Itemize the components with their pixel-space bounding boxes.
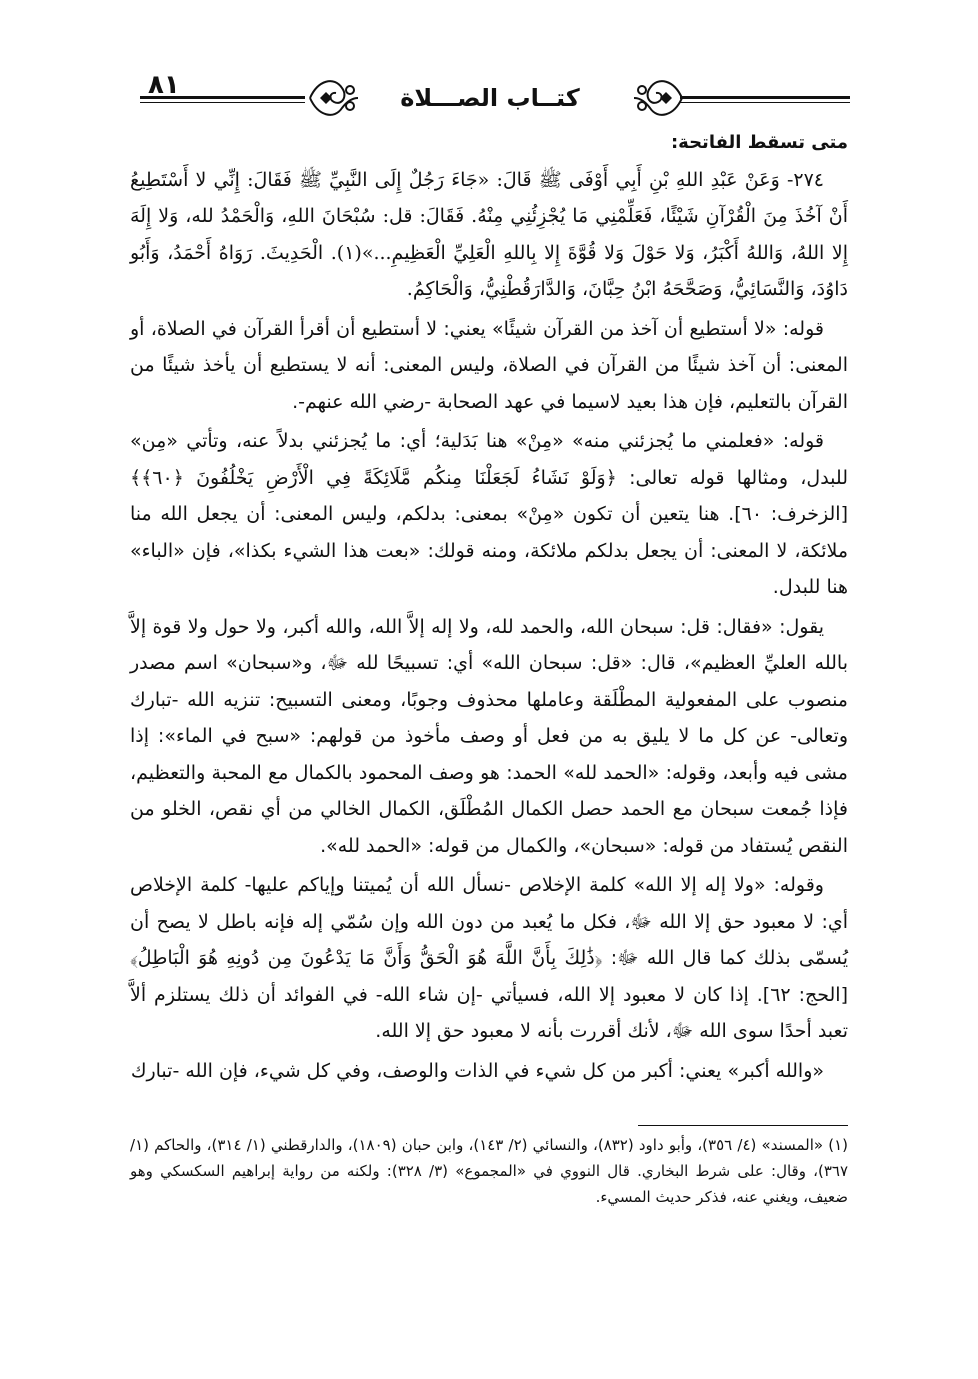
page-number: ٨١ bbox=[148, 70, 180, 100]
header-rule-right bbox=[680, 96, 850, 99]
footnote-separator bbox=[638, 1125, 848, 1126]
footnote: (١) «المسند» (٤/ ٣٥٦)، وأبو داود (٨٣٢)، والنسائي (٢/ ١٤٣)، وابن حبان (١٨٠٩)، والدارقطني (١/ ٣١٤)، والحاكم (١/ ٣٦٧)، وقال: على شرط البخاري. قال النووي في «المجموع» (٣/ ٣٢٨): ولكنه من رواية إبراهيم السكسكي وهو ضعيف، ويغني عنه، فذكر حديث المسيء. bbox=[130, 1136, 849, 1206]
header-rule-left-thin bbox=[140, 102, 305, 103]
body-text bbox=[130, 125, 848, 1089]
paragraph: «والله أكبر» يعني: أكبر من كل شيء في الذات والوصف، وفي كل شيء، فإن الله -تبارك bbox=[130, 1059, 824, 1082]
section-heading: متى تسقط الفاتحة: bbox=[670, 132, 848, 153]
hadith-text: ٢٧٤- وَعَنْ عَبْدِ اللهِ بْنِ أَبِي أَوْفَى ﷺ قَالَ: «جَاءَ رَجُلٌ إِلَى النَّبِيِّ ﷺ فَقَالَ: إِنِّي لا أَسْتَطِيعُ أَنْ آخُذَ مِنَ الْقُرْآنِ شَيْئًا، فَعَلِّمْنِي مَا يُجْزِئُنِي مِنْهُ. فَقَالَ: قل: سُبْحَانَ اللهِ، وَالْحَمْدُ لله، وَلا إِلَهَ إِلا اللهُ، وَاللهُ أَكْبَرُ، وَلا حَوْلَ وَلا قُوَّةَ إِلا بِاللهِ الْعَلِيِّ الْعَظِيمِ...»(١). الْحَدِيثَ. رَوَاهُ أَحْمَدُ، وَأَبُو دَاوُدَ، وَالنَّسَائِيُّ، وَصَحَّحَهُ ابْنُ حِبَّانَ، وَالدَّارَقُطْنِيُّ، وَالْحَاكِمُ. bbox=[130, 168, 848, 300]
chapter-title: كتــاب الصـــلاة bbox=[400, 84, 580, 112]
paragraph: وقوله: «ولا إله إلا الله» كلمة الإخلاص -نسأل الله أن يُميتنا وإياكم عليها- كلمة الإخلاص أي: لا معبود حق إلا الله ﷻ، فكل ما يُعبد من دون الله وإن سُمّي إله فإنه باطل لا يصح أن يُسمّى بذلك كما قال الله ﷻ: ﴿ذَٰلِكَ بِأَنَّ اللَّهَ هُوَ الْحَقُّ وَأَنَّ مَا يَدْعُونَ مِن دُونِهِ هُوَ الْبَاطِلُ﴾ [الحج: ٦٢]. إذا كان لا معبود إلا الله، فسيأتي -إن شاء الله- في الفوائد أن ذلك يستلزم ألاَّ تعبد أحدًا سوى الله ﷻ، لأنك أقررت بأنه لا معبود حق إلا الله. bbox=[130, 874, 848, 1042]
paragraph: يقول: «فقال: قل: سبحان الله، والحمد لله، ولا إله إلاَّ الله، والله أكبر، ولا حول ولا قوة إلاَّ بالله العليِّ العظيم»، قال: «قل: سبحان الله» أي: تسبيحًا لله ﷻ، و«سبحان» اسم مصدر منصوب على المفعولية المطْلَقة وعاملها محذوف وجوبًا، ومعنى التسبيح: تنزيه الله -تبارك وتعالى- عن كل ما لا يليق به من فعل أو وصف مأخوذ من قولهم: «سبح في الماء»: إذا مشى فيه وأبعد، وقوله: «الحمد لله» الحمد: هو وصف المحمود بالكمال مع المحبة والتعظيم، فإذا جُمعت سبحان مع الحمد حصل الكمال المُطْلَق، الكمال الخالي من أي نقص، الخلو من النقص يُستفاد من قوله: «سبحان»، والكمال من قوله: «الحمد لله». bbox=[130, 615, 848, 857]
left-ornament-icon bbox=[306, 70, 362, 126]
paragraph: قوله: «لا أستطيع أن آخذ من القرآن شيئًا» يعني: لا أستطيع أن أقرأ القرآن في الصلاة، أو المعنى: أن آخذ شيئًا من القرآن في الصلاة، وليس المعنى: أنه لا يستطيع أن يأخذ شيئًا من القرآن بالتعليم، فإن هذا بعيد لاسيما في عهد الصحابة -رضي الله عنهم-. bbox=[130, 317, 848, 413]
paragraph: قوله: «فعلمني ما يُجزئني منه» «مِنْ» هنا بَدَلية؛ أي: ما يُجزئني بدلاً عنه، وتأتي «مِن» للبدل، ومثالها قوله تعالى: ﴿وَلَوْ نَشَاءُ لَجَعَلْنَا مِنكُم مَّلَائِكَةً فِي الْأَرْضِ يَخْلُفُونَ ﴿٦٠﴾﴾ [الزخرف: ٦٠]. هنا يتعين أن تكون «مِنْ» بمعنى: بدلكم، وليس المعنى: أن يجعل الله منا ملائكة، لا المعنى: أن يجعل بدلكم ملائكة، ومنه قولك: «بعت هذا الشيء بكذا»، فإن «الباء» هنا للبدل. bbox=[130, 430, 848, 598]
header-rule-right-thin bbox=[680, 102, 850, 103]
right-ornament-icon bbox=[630, 70, 686, 126]
